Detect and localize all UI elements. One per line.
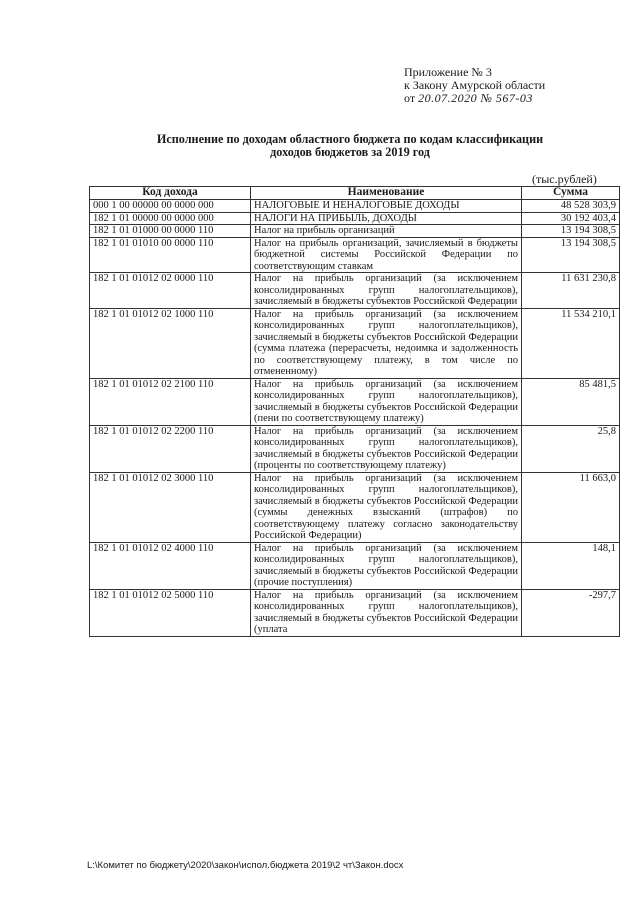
name-cell: Налог на прибыль организаций: [251, 225, 522, 238]
appendix-date-line: [404, 92, 604, 105]
name-cell: Налог на прибыль организаций (за исключением консолидированных групп налогоплательщиков), зачисляемый в бюджеты субъектов Российской Федерации (уплата: [251, 589, 522, 636]
sum-cell: 13 194 308,5: [522, 225, 620, 238]
table-row: [90, 237, 620, 273]
table-header-row: [90, 187, 620, 200]
table-row: [90, 273, 620, 309]
table-body: [90, 200, 620, 637]
code-cell: 182 1 01 01010 00 0000 110: [90, 237, 251, 273]
sum-cell: 30 192 403,4: [522, 212, 620, 225]
sum-cell: 48 528 303,9: [522, 200, 620, 213]
appendix-date-prefix: от: [404, 91, 419, 105]
units-label: (тыс.рублей): [532, 172, 597, 186]
name-cell: Налог на прибыль организаций (за исключением консолидированных групп налогоплательщиков), зачисляемый в бюджеты субъектов Российской Федерации (суммы денежных взысканий (штрафов) по соответствующему платежу согласно законодательству Российской Федерации): [251, 472, 522, 542]
code-cell: 182 1 01 01012 02 5000 110: [90, 589, 251, 636]
appendix-law-ref: к Закону Амурской области: [404, 78, 546, 92]
name-cell: НАЛОГОВЫЕ И НЕНАЛОГОВЫЕ ДОХОДЫ: [251, 200, 522, 213]
code-cell: 182 1 01 00000 00 0000 000: [90, 212, 251, 225]
name-cell: Налог на прибыль организаций (за исключением консолидированных групп налогоплательщиков), зачисляемый в бюджеты субъектов Российской Федерации (проценты по соответствующему платежу): [251, 425, 522, 472]
code-cell: 182 1 01 01012 02 2100 110: [90, 378, 251, 425]
table-row: [90, 212, 620, 225]
table-row: [90, 589, 620, 636]
code-cell: 182 1 01 01012 02 1000 110: [90, 308, 251, 378]
document-title-line2: доходов бюджетов за 2019 год: [270, 145, 430, 159]
code-cell: 000 1 00 00000 00 0000 000: [90, 200, 251, 213]
sum-cell: 13 194 308,5: [522, 237, 620, 273]
name-cell: Налог на прибыль организаций (за исключением консолидированных групп налогоплательщиков), зачисляемый в бюджеты субъектов Российской Федерации (прочие поступления): [251, 542, 522, 589]
code-cell: 182 1 01 01012 02 3000 110: [90, 472, 251, 542]
header-name: Наименование: [251, 187, 522, 200]
sum-cell: 25,8: [522, 425, 620, 472]
table-row: [90, 225, 620, 238]
table-row: [90, 308, 620, 378]
code-cell: 182 1 01 01012 02 4000 110: [90, 542, 251, 589]
sum-cell: -297,7: [522, 589, 620, 636]
table-row: [90, 378, 620, 425]
sum-cell: 85 481,5: [522, 378, 620, 425]
table-row: [90, 425, 620, 472]
code-cell: 182 1 01 01012 02 2200 110: [90, 425, 251, 472]
name-cell: НАЛОГИ НА ПРИБЫЛЬ, ДОХОДЫ: [251, 212, 522, 225]
header-code: Код дохода: [90, 187, 251, 200]
revenue-table: [89, 186, 620, 637]
sum-cell: 11 534 210,1: [522, 308, 620, 378]
table-row: [90, 542, 620, 589]
file-path-footer: L:\Комитет по бюджету\2020\закон\испол.бюджета 2019\2 чт\Закон.docx: [87, 860, 404, 871]
table-row: [90, 472, 620, 542]
appendix-number: Приложение № 3: [404, 65, 492, 79]
sum-cell: 148,1: [522, 542, 620, 589]
appendix-header: [404, 66, 604, 105]
name-cell: Налог на прибыль организаций (за исключением консолидированных групп налогоплательщиков), зачисляемый в бюджеты субъектов Российской Федерации: [251, 273, 522, 309]
document-title: [100, 133, 600, 159]
sum-cell: 11 631 230,8: [522, 273, 620, 309]
table-row: [90, 200, 620, 213]
sum-cell: 11 663,0: [522, 472, 620, 542]
document-title-line1: Исполнение по доходам областного бюджета по кодам классификации: [156, 132, 544, 146]
appendix-date-handwritten: 20.07.2020 № 567-03: [418, 91, 533, 105]
code-cell: 182 1 01 01000 00 0000 110: [90, 225, 251, 238]
name-cell: Налог на прибыль организаций (за исключением консолидированных групп налогоплательщиков), зачисляемый в бюджеты субъектов Российской Федерации (сумма платежа (перерасчеты, недоимка и задолженность по соответствующему платежу, в том числе по отмененному): [251, 308, 522, 378]
name-cell: Налог на прибыль организаций, зачисляемый в бюджеты бюджетной системы Российской Федерации по соответствующим ставкам: [251, 237, 522, 273]
name-cell: Налог на прибыль организаций (за исключением консолидированных групп налогоплательщиков), зачисляемый в бюджеты субъектов Российской Федерации (пени по соответствующему платежу): [251, 378, 522, 425]
code-cell: 182 1 01 01012 02 0000 110: [90, 273, 251, 309]
header-sum: Сумма: [522, 187, 620, 200]
